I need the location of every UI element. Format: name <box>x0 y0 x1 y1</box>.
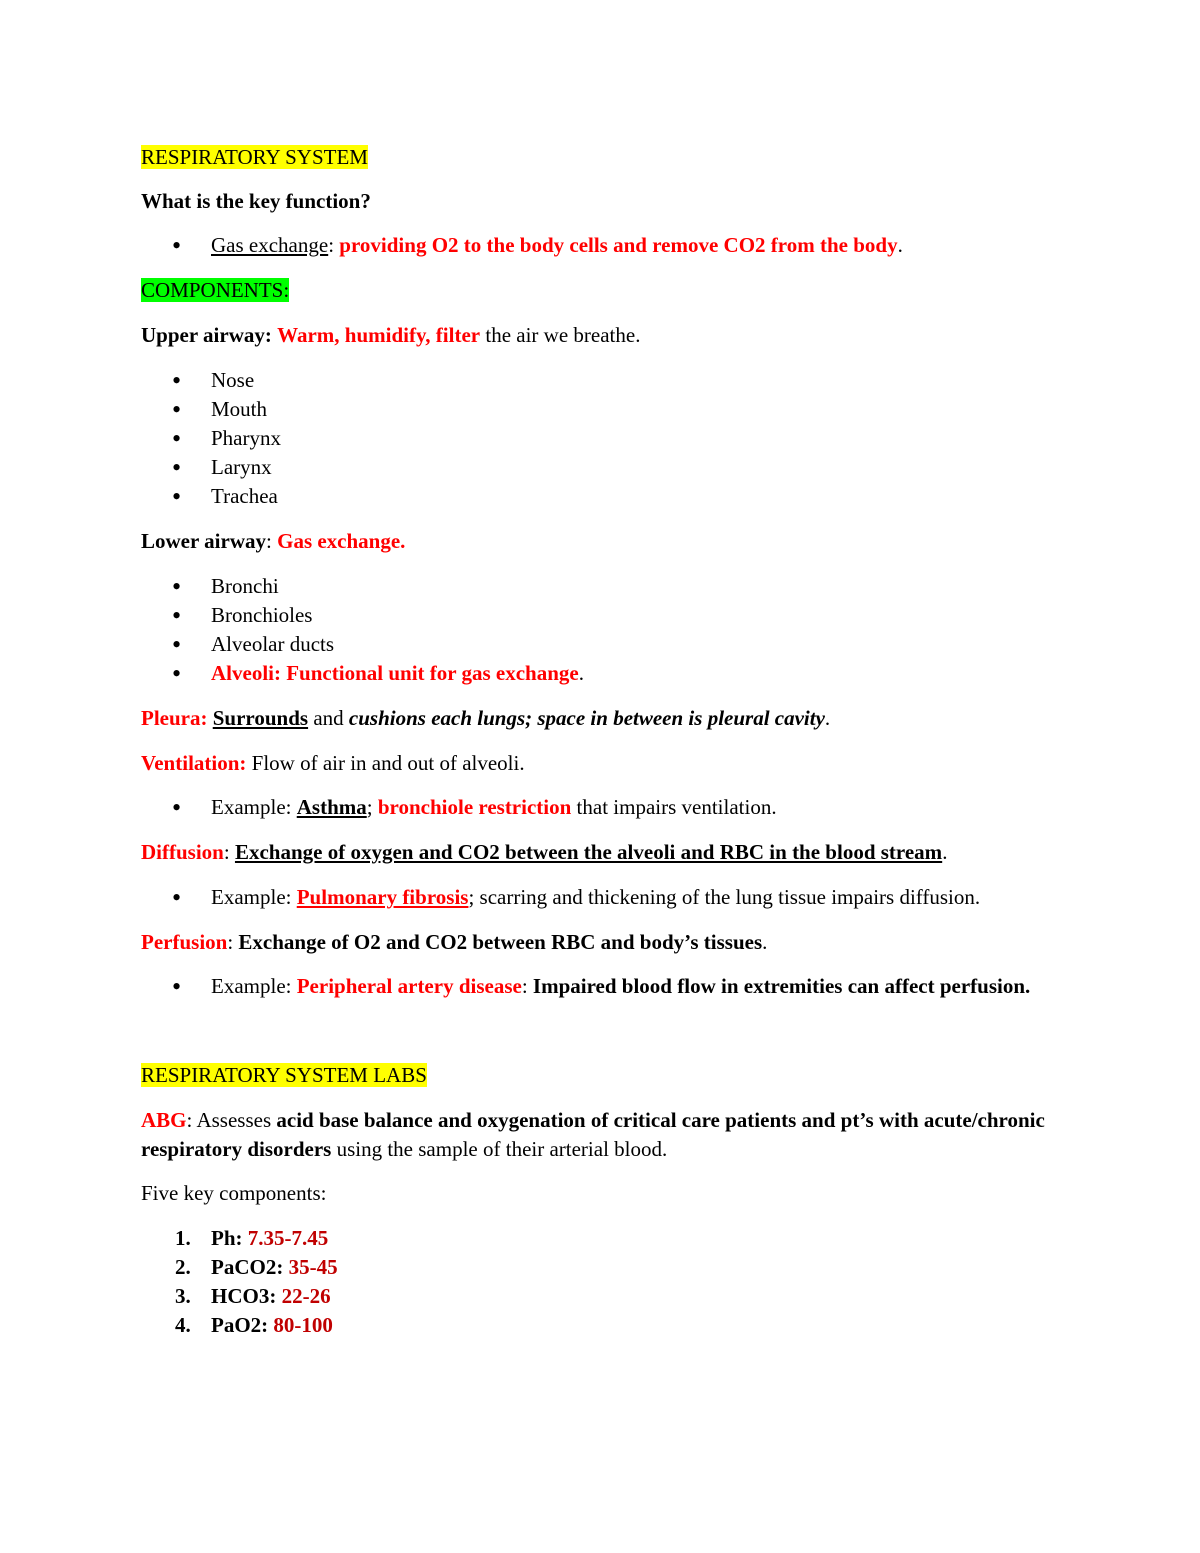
list-item: • Bronchioles <box>141 601 1061 630</box>
list-item: • Alveoli: Functional unit for gas exchange. <box>141 659 1061 688</box>
key-question: What is the key function? <box>141 189 371 213</box>
bronchiole-restriction: bronchiole restriction <box>377 795 572 819</box>
alveoli-text: Alveoli: Functional unit for gas exchange <box>211 661 579 685</box>
pleura-surrounds: Surrounds <box>212 706 309 730</box>
list-item: • Example: Peripheral artery disease: Impaired blood flow in extremities can affect perfusion. <box>141 972 1061 1001</box>
perfusion-example-list <box>141 972 1061 1001</box>
diffusion-example-list <box>141 883 1061 912</box>
five-components-label: Five key components: <box>141 1181 327 1205</box>
asthma-term: Asthma <box>296 795 367 819</box>
abg-bold-text: acid base balance and oxygenation of critical care patients and pt’s with acute/chronic respiratory disorders <box>141 1108 1045 1161</box>
diffusion-paragraph: Diffusion: Exchange of oxygen and CO2 between the alveoli and RBC in the blood stream. <box>141 840 948 864</box>
list-item: • Bronchi <box>141 572 1061 601</box>
diffusion-text: Exchange of oxygen and CO2 between the alveoli and RBC in the blood stream <box>234 840 943 864</box>
list-item: 4. PaO2: 80-100 <box>175 1313 333 1337</box>
abg-label: ABG <box>141 1108 187 1132</box>
lower-airway-paragraph: Lower airway: Gas exchange. <box>141 529 406 553</box>
ventilation-label: Ventilation: <box>141 751 247 775</box>
abg-paragraph: ABG: Assesses acid base balance and oxygenation of critical care patients and pt’s with acute/chronic respiratory disorders using the sample of their arterial blood. <box>141 1108 1045 1161</box>
labs-heading: RESPIRATORY SYSTEM LABS <box>141 1063 427 1087</box>
list-item: 1. Ph: 7.35-7.45 <box>175 1226 329 1250</box>
list-item: • Nose <box>141 366 1061 395</box>
perfusion-label: Perfusion <box>141 930 228 954</box>
gas-exchange-term: Gas exchange <box>211 233 329 257</box>
upper-airway-paragraph: Upper airway: Warm, humidify, filter the air we breathe. <box>141 323 641 347</box>
list-item: • Alveolar ducts <box>141 630 1061 659</box>
list-item: 2. PaCO2: 35-45 <box>175 1255 338 1279</box>
pleura-rest: cushions each lungs; space in between is pleural cavity <box>348 706 825 730</box>
list-item: • Example: Pulmonary fibrosis; scarring and thickening of the lung tissue impairs diffusion. <box>141 883 1061 912</box>
section-title <box>141 143 1061 172</box>
list-item: 3. HCO3: 22-26 <box>175 1284 331 1308</box>
pleura-label: Pleura: <box>141 706 208 730</box>
list-item: • Mouth <box>141 395 1061 424</box>
lower-airway-list <box>141 572 1061 688</box>
components-heading: COMPONENTS: <box>141 278 290 302</box>
lower-airway-label: Lower airway <box>141 529 267 553</box>
perfusion-example-rest: Impaired blood flow in extremities can affect perfusion. <box>532 974 1031 998</box>
upper-airway-label: Upper airway: <box>141 323 272 347</box>
ventilation-paragraph: Ventilation: Flow of air in and out of alveoli. <box>141 751 525 775</box>
diffusion-label: Diffusion <box>141 840 224 864</box>
perfusion-paragraph: Perfusion: Exchange of O2 and CO2 between RBC and body’s tissues. <box>141 930 768 954</box>
list-item: • Example: Asthma; bronchiole restriction that impairs ventilation. <box>141 793 1061 822</box>
list-item: • Larynx <box>141 453 1061 482</box>
ventilation-example-list <box>141 793 1061 822</box>
list-item: • Gas exchange: providing O2 to the body cells and remove CO2 from the body. <box>141 231 1061 260</box>
title-text: RESPIRATORY SYSTEM <box>141 145 368 169</box>
upper-airway-function: Warm, humidify, filter <box>277 323 481 347</box>
pulmonary-fibrosis-term: Pulmonary fibrosis <box>296 885 469 909</box>
document-page <box>141 140 1061 1340</box>
lower-airway-function: Gas exchange. <box>277 529 406 553</box>
list-item: • Trachea <box>141 482 1061 511</box>
upper-airway-list <box>141 366 1061 511</box>
pleura-paragraph: Pleura: Surrounds and cushions each lungs; space in between is pleural cavity. <box>141 706 831 730</box>
gas-exchange-definition: providing O2 to the body cells and remove CO2 from the body <box>339 233 898 257</box>
perfusion-text: Exchange of O2 and CO2 between RBC and body’s tissues <box>238 930 763 954</box>
peripheral-artery-disease-term: Peripheral artery disease <box>296 974 522 998</box>
list-item: • Pharynx <box>141 424 1061 453</box>
key-function-list <box>141 231 1061 260</box>
abg-components-list <box>141 1224 1061 1340</box>
